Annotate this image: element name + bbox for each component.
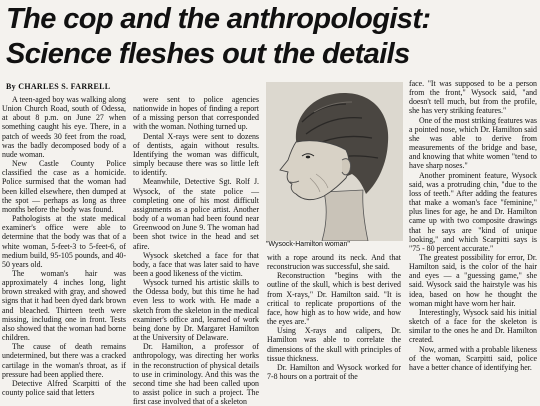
paragraph: Dental X-rays were sent to dozens of dentists, again without results. Identifying the woman was difficult, simply because there was so little left to identify. bbox=[133, 131, 259, 178]
composite-sketch-image bbox=[266, 82, 403, 241]
article-column-2 bbox=[133, 95, 259, 406]
article-column-1 bbox=[2, 95, 126, 397]
headline-line-2: Science fleshes out the details bbox=[6, 38, 410, 70]
profile-sketch-drawing bbox=[266, 82, 403, 241]
paragraph: Dr. Hamilton and Wysock worked for 7-8 hours on a portrait of the bbox=[267, 362, 401, 382]
paragraph: Another prominent feature, Wysock said, was a protruding chin, "due to the loss of teeth." After adding the features that make a woman's face "feminine," plus lines for age, he and Dr. Hamilton came up with two composite drawings that he says are "kind of unique looking," and which Scarpitti says is "75 - 80 percent accurate." bbox=[409, 170, 537, 253]
paragraph: Interestingly, Wysock said his initial sketch of a face for the skeleton is similar to the ones he and Dr. Hamilton created. bbox=[409, 307, 537, 345]
paragraph: with a rope around its neck. And that reconstrucion was successful, she said. bbox=[267, 253, 401, 272]
headline bbox=[6, 2, 536, 72]
paragraph: One of the most striking features was a pointed nose, which Dr. Hamilton said she was able to derive from measurements of the bridge and base, and knowing that white women "tend to have sharp noses." bbox=[409, 115, 537, 171]
paragraph: A teen-aged boy was walking along Union Church Road, south of Odessa, at about 8 p.m. on June 27 when something caught his eye. There, in a patch of weeds 30 feet from the road, was the badly decomposed body of a nude woman. bbox=[2, 95, 126, 159]
photo-caption: "Wysock-Hamilton woman" bbox=[266, 241, 350, 248]
paragraph: were sent to police agencies nationwide in hopes of finding a report of a missing person that corresponded with the woman. Nothing turned up. bbox=[133, 95, 259, 132]
paragraph: New Castle County Police classified the case as a homicide. Police surmised that the woman had been killed elsewhere, then dumped at the spot — perhaps as long as three months before the body was found. bbox=[2, 159, 126, 214]
paragraph: face. "It was supposed to be a person from the front," Wysock said, "and doesn't tell much, but from the profile, she has very striking features." bbox=[409, 79, 537, 116]
paragraph: Reconstruction "begins with the outline of the skull, which is best derived from X-rays," Dr. Hamilton said. "It is critical to replicate proportions of the face, how high as to how wide, and how the eyes are." bbox=[267, 271, 401, 327]
paragraph: Dr. Hamilton, a professor of anthropology, was directing her works in the reconstruction of physical details to use in criminology. And this was the second time she had been called upon to assist police in such a project. The first case involved that of a skeleton bbox=[133, 342, 259, 406]
paragraph: Now, armed with a probable likeness of the woman, Scarpitti said, police have a better chance of identifying her. bbox=[409, 344, 537, 372]
paragraph: Wysock sketched a face for that body, a face that was later said to have been a good likeness of the victim. bbox=[133, 250, 259, 278]
paragraph: The greatest possibility for error, Dr. Hamilton said, is the color of the hair and eyes — a "guessing game," she said. Wysock said the hairstyle was his idea, based on how he thought the woman might have worn her hair. bbox=[409, 252, 537, 308]
paragraph: Wysock turned his artistic skills to the Odessa body, but this time he had even less to work with. He made a sketch from the skeleton in the medical examiner's office and, learned of work being done by Dr. Margaret Hamilton at the University of Delaware. bbox=[133, 278, 259, 343]
paragraph: The cause of death remains undetermined, but there was a cracked cartilage in the woman's throat, as if pressure had been applied there. bbox=[2, 342, 126, 379]
paragraph: Using X-rays and calipers, Dr. Hamilton was able to correlate the dimensions of the skull with principles of tissue thickness. bbox=[267, 326, 401, 363]
headline-line-1: The cop and the anthropologist: bbox=[6, 3, 431, 35]
paragraph: Meanwhile, Detective Sgt. Rolf J. Wysock, of the state police — completing one of his most difficult assignments as a police artist. Another body of a woman had been found near Greenwood on June 9. The woman had been shot twice in the head and set afire. bbox=[133, 177, 259, 251]
paragraph: Detective Alfred Scarpitti of the county police said that letters bbox=[2, 378, 126, 397]
paragraph: Pathologists at the state medical examiner's office were able to determine that the body was that of a white woman, 5-feet-3 to 5-feet-6, of medium build, 95-105 pounds, and 40-50 years old. bbox=[2, 214, 126, 269]
paragraph: The woman's hair was approximately 4 inches long, light brown streaked with gray, and showed signs that it had been dyed dark brown and bleached. Thirteen teeth were missing, including one in front. Tests also showed that the woman had borne children. bbox=[2, 268, 126, 343]
article-column-4 bbox=[409, 79, 537, 372]
byline: By CHARLES S. FARRELL bbox=[6, 82, 111, 91]
article-column-3 bbox=[267, 253, 401, 381]
